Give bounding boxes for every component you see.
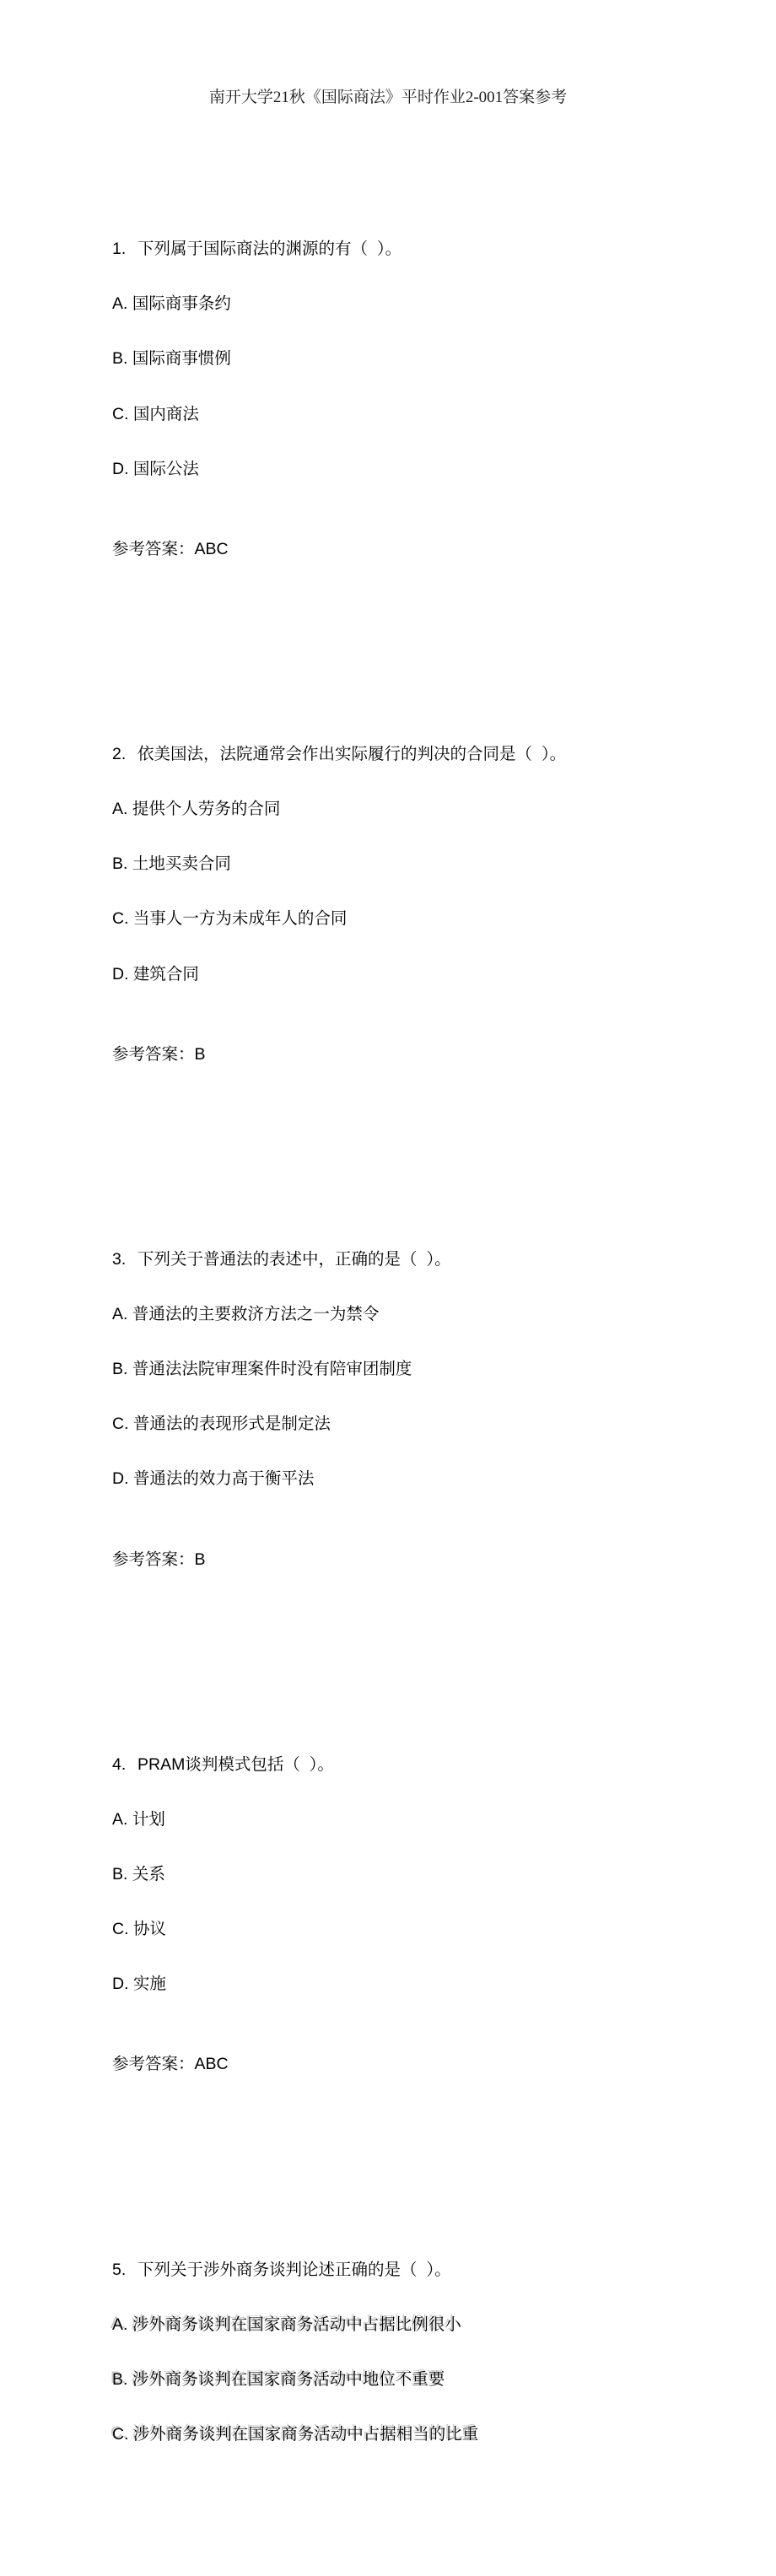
question-number: 4. bbox=[112, 1754, 127, 1774]
option-line: D. 国际公法 bbox=[112, 459, 199, 478]
question-line bbox=[112, 746, 725, 764]
question-line bbox=[112, 2261, 725, 2280]
question-text: 依美国法，法院通常会作出实际履行的判决的合同是（ ）。 bbox=[137, 745, 567, 764]
option-line: B. 关系 bbox=[112, 1865, 165, 1884]
answer-label: 参考答案： bbox=[112, 2055, 195, 2074]
question-line bbox=[112, 1251, 725, 1269]
question-line bbox=[112, 1756, 725, 1775]
option-line: C. 当事人一方为未成年人的合同 bbox=[112, 909, 348, 929]
question-number: 3. bbox=[112, 1249, 127, 1269]
question-number: 5. bbox=[112, 2260, 127, 2279]
option-line: D. 实施 bbox=[112, 1975, 166, 1994]
question-text: 下列关于普通法的表述中，正确的是（ ）。 bbox=[137, 1249, 451, 1269]
option-line: C. 国内商法 bbox=[112, 404, 199, 423]
question-block bbox=[112, 1215, 725, 1606]
question-text: PRAM谈判模式包括（ ）。 bbox=[137, 1754, 334, 1774]
option-line: A. 国际商事条约 bbox=[112, 294, 231, 314]
document-title: 南开大学21秋《国际商法》平时作业2-001答案参考 bbox=[208, 89, 568, 106]
answer-value: ABC bbox=[194, 2055, 229, 2074]
question-block bbox=[112, 2224, 725, 2481]
answer-label: 参考答案： bbox=[112, 539, 195, 558]
answer-label: 参考答案： bbox=[112, 1044, 195, 1064]
answer-value: B bbox=[194, 1044, 206, 1064]
answer-value: ABC bbox=[194, 539, 229, 558]
option-line: D. 普通法的效力高于衡平法 bbox=[112, 1469, 315, 1489]
question-block bbox=[112, 204, 725, 595]
option-line: C. 协议 bbox=[112, 1920, 166, 1939]
option-line: B. 土地买卖合同 bbox=[112, 854, 231, 874]
option-line: A. 提供个人劳务的合同 bbox=[112, 800, 281, 819]
option-line: D. 建筑合同 bbox=[112, 964, 199, 984]
option-line: B. 国际商事惯例 bbox=[112, 349, 231, 369]
answer-line bbox=[112, 1551, 725, 1570]
answer-label: 参考答案： bbox=[112, 1549, 195, 1569]
option-line: A. 计划 bbox=[112, 1809, 165, 1829]
document-content bbox=[112, 131, 725, 2576]
answer-line bbox=[112, 2056, 725, 2074]
option-line: C. 普通法的表现形式是制定法 bbox=[112, 1415, 331, 1434]
option-line: A. 普通法的主要救济方法之一为禁令 bbox=[112, 1305, 380, 1324]
question-block bbox=[112, 709, 725, 1101]
answer-line bbox=[112, 1046, 725, 1064]
question-text: 下列关于涉外商务谈判论述正确的是（ ）。 bbox=[137, 2260, 451, 2279]
option-line: B. 普通法法院审理案件时没有陪审团制度 bbox=[112, 1360, 412, 1379]
option-line: C. 涉外商务谈判在国家商务活动中占据相当的比重 bbox=[112, 2425, 479, 2444]
question-line bbox=[112, 240, 725, 259]
answer-value: B bbox=[194, 1549, 206, 1569]
question-number: 1. bbox=[112, 240, 127, 259]
option-line: B. 涉外商务谈判在国家商务活动中地位不重要 bbox=[112, 2369, 445, 2389]
question-text: 下列属于国际商法的渊源的有（ ）。 bbox=[137, 240, 402, 259]
question-block bbox=[112, 1719, 725, 2110]
option-line: A. 涉外商务谈判在国家商务活动中占据比例很小 bbox=[112, 2315, 461, 2334]
question-number: 2. bbox=[112, 745, 127, 764]
answer-line bbox=[112, 541, 725, 559]
